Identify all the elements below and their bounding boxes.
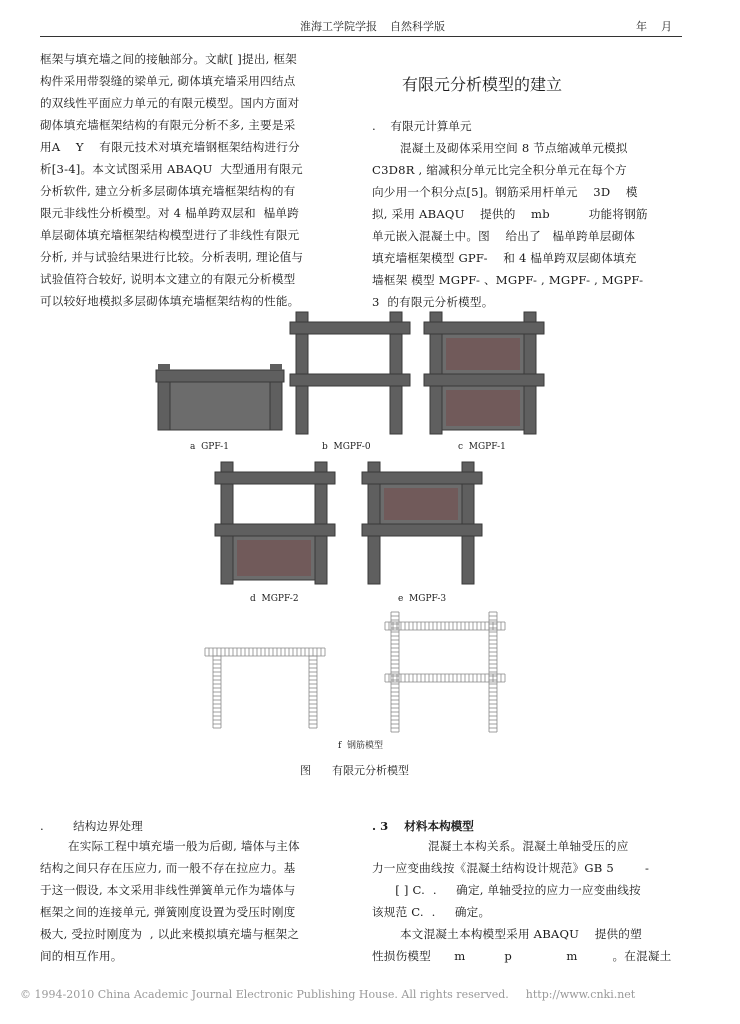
figure-panel-a: [150, 360, 290, 435]
text-line: 间的相互作用。: [40, 949, 123, 963]
text-line: [ ] C. . 确定, 单轴受拉的应力一应变曲线按: [372, 883, 641, 897]
text-line: 框架之间的连接单元, 弹簧刚度设置为受压时刚度: [40, 905, 296, 919]
figure-caption-c: c MGPF-1: [458, 442, 506, 452]
text-line: 墙框架 模型 MGPF- 、MGPF- , MGPF- , MGPF-: [372, 273, 644, 287]
text-line: 混凝土及砌体采用空间 8 节点缩减单元模拟: [400, 141, 628, 155]
text-line: 单层砌体填充墙框架结构模型进行了非线性有限元: [40, 228, 300, 242]
text-line: 结构之间只存在压应力, 而一般不存在拉应力。基: [40, 861, 296, 875]
copyright-text: © 1994-2010 China Academic Journal Electronic Publishing House. All rights reserved.: [20, 988, 509, 1001]
text-line: 极大, 受拉时刚度为 , 以此来模拟填充墙与框架之: [40, 927, 300, 941]
footer-url[interactable]: http://www.cnki.net: [525, 988, 636, 1001]
figure-caption-a: a GPF-1: [190, 442, 229, 452]
text-line: 的双线性平面应力单元的有限元模型。国内方面对: [40, 96, 300, 110]
figure-panel-b: [290, 312, 410, 437]
figure-caption-d: d MGPF-2: [250, 594, 299, 604]
header-date: 年 月: [636, 20, 672, 33]
text-line: 混凝土本构关系。混凝土单轴受压的应: [428, 839, 629, 853]
text-line: 限元非线性分析模型。对 4 榀单跨双层和 榀单跨: [40, 206, 299, 220]
text-line: 试验值符合较好, 说明本文建立的有限元分析模型: [40, 272, 296, 286]
text-line: 3 的有限元分析模型。: [372, 295, 494, 309]
figure-panel-f-single: [205, 640, 325, 730]
text-line: 拟, 采用 ABAQU 提供的 mb 功能将钢筋: [372, 207, 648, 221]
bottom-left-text: [40, 835, 352, 967]
right-column-text: [372, 137, 684, 313]
text-line: 分析, 并与试验结果进行比较。分析表明, 理论值与: [40, 250, 304, 264]
figure-caption-e: e MGPF-3: [398, 594, 447, 604]
footer-copyright: [20, 988, 635, 1001]
text-line: 性损伤模型 m p m 。在混凝土: [372, 949, 672, 963]
text-line: 在实际工程中填充墙一般为后砌, 墙体与主体: [68, 839, 300, 853]
text-line: C3D8R , 缩减积分单元比完全积分单元在每个方: [372, 163, 627, 177]
text-line: 于这一假设, 本文采用非线性弹簧单元作为墙体与: [40, 883, 296, 897]
section-title: 有限元分析模型的建立: [402, 75, 563, 94]
text-line: 向少用一个积分点[5]。钢筋采用杆单元 3D 模: [372, 185, 638, 199]
text-line: 分析软件, 建立分析多层砌体填充墙框架结构的有: [40, 184, 296, 198]
text-line: 构件采用带裂缝的梁单元, 砌体填充墙采用四结点: [40, 74, 296, 88]
text-line: 力一应变曲线按《混凝土结构设计规范》GB 5 -: [372, 861, 650, 875]
figure-panel-e: [362, 462, 482, 587]
text-line: 单元嵌入混凝土中。图 给出了 榀单跨单层砌体: [372, 229, 636, 243]
text-line: 砌体填充墙框架结构的有限元分析不多, 主要是采: [40, 118, 296, 132]
figure-panel-d: [215, 462, 335, 587]
figure-title: 图 有限元分析模型: [300, 764, 409, 777]
text-line: 填充墙框架模型 GPF- 和 4 榀单跨双层砌体填充: [372, 251, 637, 265]
subsection-title: . 结构边界处理: [40, 819, 143, 833]
text-line: 框架与填充墙之间的接触部分。文献[ ]提出, 框架: [40, 52, 297, 66]
subsection-title: . 3 材料本构模型: [372, 819, 474, 833]
left-column-text: [40, 48, 352, 312]
figure-panel-c: [424, 312, 544, 437]
figure-caption-b: b MGPF-0: [322, 442, 371, 452]
text-line: 用A Y 有限元技术对填充墙钢框架结构进行分: [40, 140, 300, 154]
header-rule: [40, 36, 682, 37]
figure-panel-f-double: [385, 612, 505, 734]
text-line: 析[3-4]。本文试图采用 ABAQU 大型通用有限元: [40, 162, 303, 176]
journal-header: [300, 18, 445, 34]
journal-name: 淮海工学院学报: [300, 20, 377, 33]
bottom-right-text: [372, 835, 684, 967]
text-line: 该规范 C. . 确定。: [372, 905, 491, 919]
text-line: 本文混凝土本构模型采用 ABAQU 提供的塑: [400, 927, 642, 941]
text-line: 可以较好地模拟多层砌体填充墙框架结构的性能。: [40, 294, 300, 308]
figure-caption-f: f 钢筋模型: [338, 741, 384, 751]
journal-edition: 自然科学版: [390, 20, 445, 33]
subsection-title: . 有限元计算单元: [372, 119, 472, 133]
